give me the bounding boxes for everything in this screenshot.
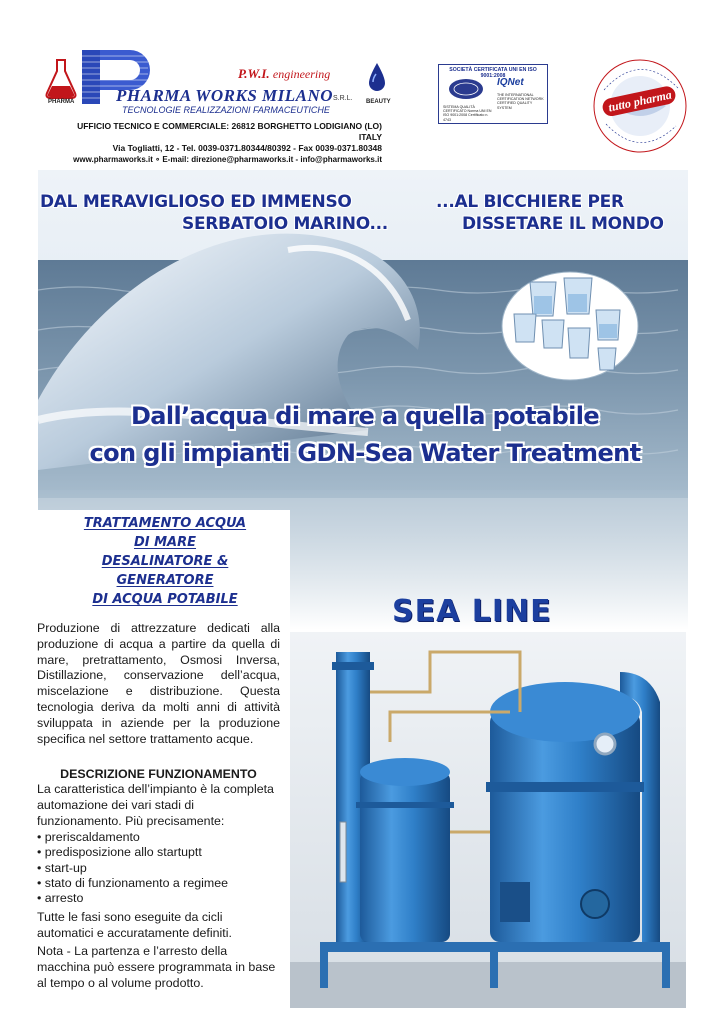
pwi-suffix: engineering [272, 67, 331, 81]
headline-right-2: DISSETARE IL MONDO [462, 214, 664, 234]
headline-left-2: SERBATOIO MARINO... [182, 214, 388, 234]
water-drop-icon [368, 62, 386, 92]
cert-left-text: SISTEMA QUALITÀ CERTIFICATO Norma UNI EN ISO 9001:2008 Certificato n. 4743 [443, 105, 492, 122]
list-item: • stato di funzionamento a regimee [37, 876, 280, 891]
list-item: • arresto [37, 891, 280, 906]
company-tagline: TECNOLOGIE REALIZZAZIONI FARMACEUTICHE [122, 105, 330, 115]
section-title-line: TRATTAMENTO ACQUA [83, 516, 247, 531]
pwi-engineering [238, 66, 330, 82]
iqnet-logo: IQNet [497, 77, 524, 88]
company-name: PHARMA WORKS MILANO [116, 86, 334, 105]
product-name: SEA LINE [392, 594, 552, 629]
cycles-paragraph: Tutte le fasi sono eseguite da cicli automatici e accuratamente definiti. [37, 910, 232, 940]
flask-icon [44, 58, 78, 100]
address-line-3: www.pharmaworks.it ∘ E-mail: direzione@pharmaworks.it - info@pharmaworks.it [73, 155, 382, 164]
intro-paragraph: Produzione di attrezzature dedicati alla produzione di acqua a partire da quella di mare, pretrattamento, Osmosi Inversa, Distillazione, conservazione dell’acqua, miscelazione e distribuzione. Questa tecnologia deriva da molti anni di attività sviluppata in aziende per la produzione specifica nel settore trattamento acque. [37, 621, 280, 746]
section-title-line: DI MARE [133, 535, 197, 550]
svg-text:tutto pharma: tutto pharma [607, 87, 673, 115]
list-item: • start-up [37, 861, 280, 876]
address-line-1: UFFICIO TECNICO E COMMERCIALE: 26812 BORGHETTO LODIGIANO (LO) ITALY [77, 121, 382, 142]
pwi-text: P.W.I. [238, 66, 270, 81]
note-paragraph: Nota - La partenza e l’arresto della macchina può essere programmata in base al tempo o al volume prodotto. [37, 944, 276, 990]
headline-right-1: ...AL BICCHIERE PER [436, 192, 624, 212]
plant-photo [290, 632, 686, 1008]
phase-list [37, 830, 280, 906]
beauty-label: BEAUTY [366, 99, 391, 105]
main-title [40, 398, 690, 472]
section-title-line: DESALINATORE & [101, 554, 229, 569]
address-line-2: Via Togliatti, 12 - Tel. 0039-0371.80344/80392 - Fax 0039-0371.80348 [112, 143, 382, 153]
pharma-label: PHARMA [48, 99, 75, 105]
automation-paragraph: La caratteristica dell’impianto è la completa automazione dei vari stadi di funzionamento. Più precisamente: [37, 782, 274, 828]
water-glasses-image [500, 270, 640, 382]
certiquality-seal-icon [447, 77, 485, 101]
list-item: • predisposizione allo startuptt [37, 845, 280, 860]
section-title [52, 514, 278, 609]
cert-title: SOCIETÀ CERTIFICATA UNI EN ISO 9001:2008 [449, 67, 537, 79]
tutto-pharma-seal [584, 50, 696, 162]
main-title-line-1: Dall’acqua di mare a quella potabile [130, 402, 600, 430]
section-title-line: GENERATORE [116, 573, 214, 588]
main-title-line-2: con gli impianti GDN-Sea Water Treatment [89, 439, 641, 467]
iso-certification-badge [438, 64, 548, 124]
list-item: • preriscaldamento [37, 830, 280, 845]
cert-right-text: THE INTERNATIONAL CERTIFICATION NETWORK CERTIFIED QUALITY SYSTEM [497, 93, 544, 110]
description-heading: DESCRIZIONE FUNZIONAMENTO [60, 767, 257, 781]
headline-left-1: DAL MERAVIGLIOSO ED IMMENSO [40, 192, 352, 212]
section-title-line: DI ACQUA POTABILE [92, 592, 238, 607]
company-suffix: S.R.L. [333, 95, 353, 102]
address-block [52, 121, 382, 165]
